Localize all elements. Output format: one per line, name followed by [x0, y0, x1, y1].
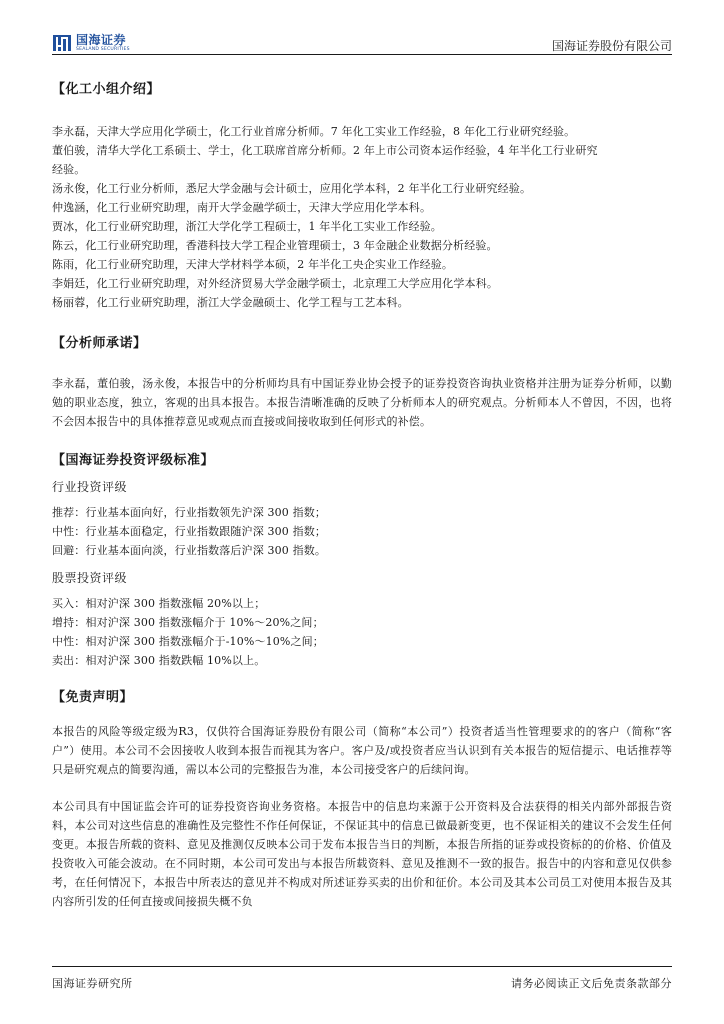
- commitment-section: [52, 332, 672, 431]
- team-member-line: 汤永俊，化工行业分析师，悉尼大学金融与会计硕士，应用化学本科，2 年半化工行业研究经验。: [52, 182, 532, 195]
- commitment-section-title: 【分析师承诺】: [52, 336, 147, 351]
- industry-rating-item: 中性：行业基本面稳定，行业指数跟随沪深 300 指数；: [52, 525, 327, 538]
- logo-chinese-text: 国海证券: [76, 32, 127, 47]
- team-member-line: 杨丽蓉，化工行业研究助理，浙江大学金融硕士、化学工程与工艺本科。: [52, 296, 409, 309]
- header-company-name: 国海证券股份有限公司: [551, 39, 672, 53]
- logo-english-text: SEALAND SECURITIES: [76, 46, 130, 52]
- header-divider: [52, 54, 672, 55]
- team-member-line: 董伯骏，清华大学化工系硕士、学士，化工联席首席分析师。2 年上市公司资本运作经验，4 年半化工行业研究: [52, 144, 598, 157]
- stock-rating-item: 中性：相对沪深 300 指数涨幅介于-10%～10%之间；: [52, 635, 324, 648]
- team-member-line: 李永磊，天津大学应用化学硕士，化工行业首席分析师。7 年化工实业工作经验，8 年化工行业研究经验。: [52, 125, 576, 138]
- footer-divider: [52, 966, 672, 967]
- disclaimer-section-title: 【免责声明】: [52, 690, 134, 705]
- disclaimer-paragraph-1: 本报告的风险等级定级为R3，仅供符合国海证券股份有限公司（简称“本公司”）投资者适当性管理要求的的客户（简称“客户”）使用。本公司不会因接收人收到本报告而视其为客户。客户及/或投资者应当认识到有关本报告的短信提示、电话推荐等只是研究观点的简要沟通，需以本公司的完整报告为准，本公司接受客户的后续问询。: [52, 725, 672, 776]
- company-logo: [52, 32, 130, 54]
- commitment-text: 李永磊，董伯骏，汤永俊，本报告中的分析师均具有中国证券业协会授予的证券投资咨询执业资格并注册为证券分析师，以勤勉的职业态度，独立，客观的出具本报告。本报告清晰准确的反映了分析师本人的研究观点。分析师本人不曾因，不因，也将不会因本报告中的具体推荐意见或观点而直接或间接收取到任何形式的补偿。: [52, 377, 672, 428]
- team-member-line: 仲逸涵，化工行业研究助理，南开大学金融学硕士，天津大学应用化学本科。: [52, 201, 432, 214]
- page-header: [0, 0, 724, 58]
- team-member-line: 李娟廷，化工行业研究助理，对外经济贸易大学金融学硕士，北京理工大学应用化学本科。: [52, 277, 498, 290]
- team-member-line: 陈雨，化工行业研究助理，天津大学材料学本硕，2 年半化工央企实业工作经验。: [52, 258, 454, 271]
- industry-rating-item: 回避：行业基本面向淡，行业指数落后沪深 300 指数。: [52, 544, 327, 557]
- sealand-logo-icon: [52, 33, 72, 53]
- industry-rating-title: 行业投资评级: [52, 480, 128, 494]
- footer-institute: 国海证券研究所: [52, 977, 133, 990]
- team-member-line: 经验。: [52, 163, 86, 176]
- rating-section-title: 【国海证券投资评级标准】: [52, 453, 215, 468]
- industry-rating-item: 推荐：行业基本面向好，行业指数领先沪深 300 指数；: [52, 506, 327, 519]
- stock-rating-item: 买入：相对沪深 300 指数涨幅 20%以上；: [52, 597, 266, 610]
- rating-section: [52, 449, 672, 670]
- footer-disclaimer-note: 请务必阅读正文后免责条款部分: [511, 977, 672, 990]
- stock-rating-item: 卖出：相对沪深 300 指数跌幅 10%以上。: [52, 654, 266, 667]
- team-member-line: 贾冰，化工行业研究助理，浙江大学化学工程硕士，1 年半化工实业工作经验。: [52, 220, 442, 233]
- stock-rating-item: 增持：相对沪深 300 指数涨幅介于 10%～20%之间；: [52, 616, 324, 629]
- team-section-title: 【化工小组介绍】: [52, 82, 161, 97]
- page-content: [52, 78, 672, 911]
- stock-rating-title: 股票投资评级: [52, 571, 128, 585]
- team-member-line: 陈云，化工行业研究助理，香港科技大学工程企业管理硕士，3 年金融企业数据分析经验。: [52, 239, 498, 252]
- disclaimer-paragraph-2: 本公司具有中国证监会许可的证券投资咨询业务资格。本报告中的信息均来源于公开资料及合法获得的相关内部外部报告资料，本公司对这些信息的准确性及完整性不作任何保证，不保证其中的信息已做最新变更，也不保证相关的建议不会发生任何变更。本报告所载的资料、意见及推测仅反映本公司于发布本报告当日的判断，本报告所指的证券或投资标的的价格、价值及投资收入可能会波动。在不同时期，本公司可发出与本报告所载资料、意见及推测不一致的报告。报告中的内容和意见仅供参考，在任何情况下，本报告中所表达的意见并不构成对所述证券买卖的出价和征价。本公司及其本公司员工对使用本报告及其内容所引发的任何直接或间接损失概不负: [52, 800, 672, 908]
- team-section: [52, 78, 672, 312]
- disclaimer-section: [52, 686, 672, 911]
